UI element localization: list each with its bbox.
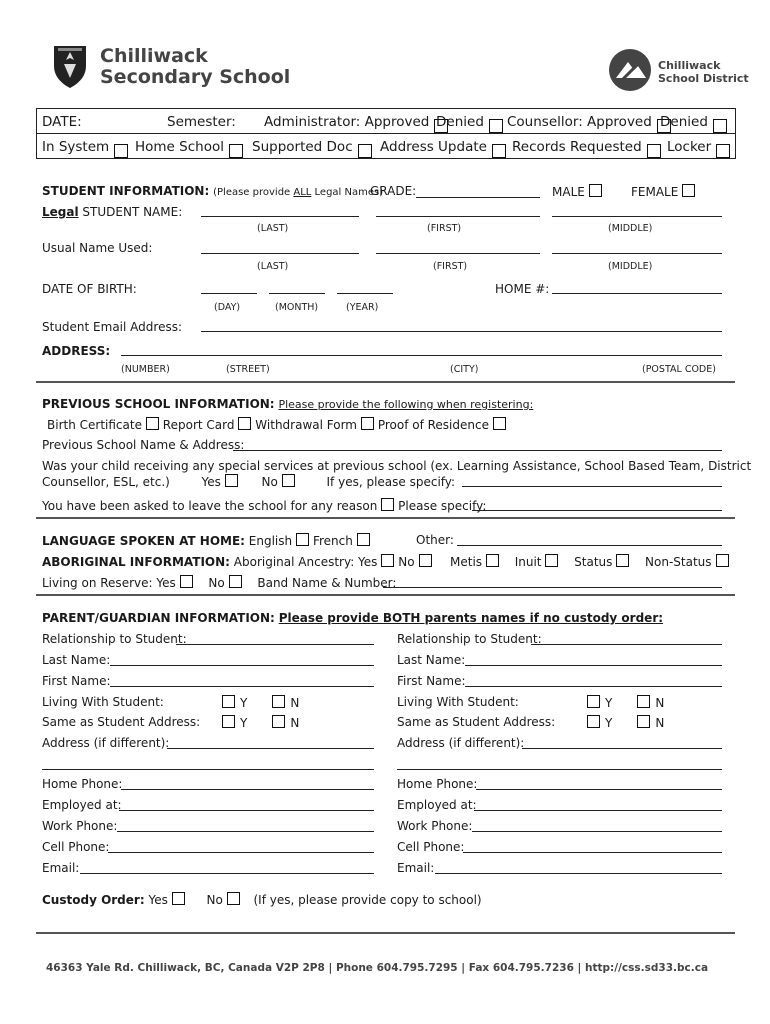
p2-last-name-field[interactable] — [465, 665, 722, 666]
p1-living-yes-checkbox[interactable] — [222, 695, 235, 708]
home-school-checkbox[interactable] — [229, 144, 243, 158]
grade-field[interactable] — [416, 197, 540, 198]
aboriginal-no-label: No — [398, 555, 415, 569]
asked-to-leave-specify-field[interactable] — [472, 510, 722, 511]
language-heading: LANGUAGE SPOKEN AT HOME: — [42, 534, 245, 548]
p2-same-address-options — [587, 715, 664, 730]
p2-living-with-label: Living With Student: — [397, 695, 519, 709]
band-label: Band Name & Number: — [257, 576, 397, 590]
p2-work-phone-label: Work Phone: — [397, 819, 473, 833]
p1-address-label: Address (if different): — [42, 736, 170, 750]
french-checkbox[interactable] — [357, 533, 370, 546]
male-option — [552, 184, 602, 199]
non-status-label: Non-Status — [645, 555, 712, 569]
legal-name-label — [42, 205, 182, 219]
band-name-field[interactable] — [383, 587, 722, 588]
p1-employed-field[interactable] — [119, 810, 374, 811]
address-street-caption: (STREET) — [226, 364, 270, 375]
home-phone-label: HOME #: — [495, 282, 550, 296]
language-other-field[interactable] — [457, 545, 722, 546]
custody-row — [42, 892, 482, 907]
address-update-checkbox[interactable] — [492, 144, 506, 158]
p1-last-name-label: Last Name: — [42, 653, 111, 667]
p2-first-name-label: First Name: — [397, 674, 466, 688]
usual-last-name-field[interactable] — [201, 253, 359, 254]
p1-living-with-label: Living With Student: — [42, 695, 164, 709]
special-services-text-1: Was your child receiving any special services at previous school (ex. Learning Assistance, School Based Team, District — [42, 459, 752, 473]
counsellor-denied — [660, 114, 708, 130]
usual-name-label: Usual Name Used: — [42, 241, 153, 255]
p1-first-name-label: First Name: — [42, 674, 111, 688]
p1-email-label: Email: — [42, 861, 80, 875]
p2-relationship-field[interactable] — [531, 644, 722, 645]
p2-relationship-label: Relationship to Student: — [397, 632, 542, 646]
dob-day-caption: (DAY) — [214, 302, 241, 313]
p2-employed-label: Employed at: — [397, 798, 477, 812]
aboriginal-yes-checkbox[interactable] — [381, 554, 394, 567]
district-name-line1: Chilliwack — [658, 59, 721, 72]
special-services-specify-field[interactable] — [462, 486, 722, 487]
p2-address-field[interactable] — [522, 748, 722, 749]
p2-same-yes-label: Y — [605, 716, 613, 730]
legal-last-caption: (LAST) — [257, 223, 289, 234]
usual-middle-name-field[interactable] — [552, 253, 722, 254]
supported-doc — [252, 139, 353, 155]
asked-to-leave-specify-label: Please specify: — [398, 499, 487, 513]
records-requested-label: Records Requested — [512, 139, 642, 155]
documents-row — [47, 417, 506, 432]
custody-yes-checkbox[interactable] — [172, 892, 185, 905]
p2-home-phone-label: Home Phone: — [397, 777, 478, 791]
student-email-field[interactable] — [201, 331, 722, 332]
usual-first-caption: (FIRST) — [433, 261, 468, 272]
p1-address-field[interactable] — [167, 748, 374, 749]
legal-label: Legal — [42, 205, 79, 219]
home-number-field[interactable] — [552, 293, 722, 294]
dob-month-field[interactable] — [269, 293, 325, 294]
special-services-no-label: No — [261, 475, 278, 489]
address-number-caption: (NUMBER) — [121, 364, 170, 375]
p2-cell-phone-label: Cell Phone: — [397, 840, 465, 854]
district-logo — [608, 48, 652, 92]
p2-last-name-label: Last Name: — [397, 653, 466, 667]
status-checkbox[interactable] — [616, 554, 629, 567]
p1-address-field-2[interactable] — [42, 769, 374, 770]
divider — [36, 932, 735, 934]
usual-last-caption: (LAST) — [257, 261, 289, 272]
p1-relationship-field[interactable] — [176, 644, 374, 645]
address-update — [380, 139, 487, 155]
p1-first-name-field[interactable] — [110, 686, 374, 687]
withdrawal-form-label: Withdrawal Form — [255, 418, 357, 432]
student-info-heading: STUDENT INFORMATION: — [42, 184, 210, 198]
office-use-row-2 — [37, 134, 735, 158]
supported-doc-label: Supported Doc — [252, 139, 353, 155]
administrator-approved-label: Administrator: Approved — [264, 114, 430, 130]
p1-living-with-options — [222, 695, 299, 710]
birth-certificate-label: Birth Certificate — [47, 418, 142, 432]
p2-same-no-checkbox[interactable] — [637, 715, 650, 728]
custody-label: Custody Order: — [42, 893, 145, 907]
previous-school-note: Please provide the following when registering: — [278, 398, 534, 411]
special-services-no-checkbox[interactable] — [282, 474, 295, 487]
p1-work-phone-label: Work Phone: — [42, 819, 118, 833]
semester-label: Semester: — [167, 114, 236, 130]
school-crest-logo — [50, 44, 90, 90]
p1-home-phone-label: Home Phone: — [42, 777, 123, 791]
asked-to-leave-row — [42, 498, 486, 513]
p2-address-field-2[interactable] — [397, 769, 722, 770]
address-update-label: Address Update — [380, 139, 487, 155]
p1-same-yes-checkbox[interactable] — [222, 715, 235, 728]
reserve-yes-label: Living on Reserve: Yes — [42, 576, 176, 590]
special-services-specify-label: If yes, please specify: — [326, 475, 456, 489]
legal-last-name-field[interactable] — [201, 216, 359, 217]
legal-first-name-field[interactable] — [376, 216, 540, 217]
birth-certificate-checkbox[interactable] — [146, 417, 159, 430]
usual-first-name-field[interactable] — [376, 253, 540, 254]
district-name-line2: School District — [658, 72, 749, 85]
p2-email-field[interactable] — [435, 873, 722, 874]
p2-work-phone-field[interactable] — [472, 831, 722, 832]
address-postal-caption: (POSTAL CODE) — [642, 364, 716, 375]
report-card-label: Report Card — [162, 418, 235, 432]
p2-same-no-label: N — [655, 716, 665, 730]
locker-label: Locker — [667, 139, 712, 155]
dob-label: DATE OF BIRTH: — [42, 282, 137, 296]
p1-relationship-label: Relationship to Student: — [42, 632, 187, 646]
p1-work-phone-field[interactable] — [117, 831, 374, 832]
grade-label: GRADE: — [370, 184, 417, 198]
counsellor-approved — [507, 114, 652, 130]
p2-home-phone-field[interactable] — [476, 789, 722, 790]
counsellor-denied-label: Denied — [660, 114, 708, 130]
p1-cell-phone-field[interactable] — [108, 852, 374, 853]
p2-living-no-checkbox[interactable] — [637, 695, 650, 708]
previous-school-name-field[interactable] — [233, 450, 722, 451]
english-checkbox[interactable] — [296, 533, 309, 546]
supported-doc-checkbox[interactable] — [358, 144, 372, 158]
p1-same-address-options — [222, 715, 299, 730]
p1-last-name-field[interactable] — [110, 665, 374, 666]
previous-school-heading: PREVIOUS SCHOOL INFORMATION: — [42, 397, 275, 411]
special-services-text-2: Counsellor, ESL, etc.) — [42, 475, 170, 489]
asked-to-leave-label: You have been asked to leave the school for any reason — [42, 499, 378, 513]
reserve-no-checkbox[interactable] — [229, 575, 242, 588]
female-checkbox[interactable] — [682, 184, 695, 197]
administrator-denied — [436, 114, 484, 130]
p2-cell-phone-field[interactable] — [463, 852, 722, 853]
note-post: Legal Names) — [311, 187, 384, 198]
p1-living-no-label: N — [290, 696, 300, 710]
inuit-label: Inuit — [514, 555, 542, 569]
p2-first-name-field[interactable] — [465, 686, 722, 687]
administrator-denied-label: Denied — [436, 114, 484, 130]
metis-label: Metis — [450, 555, 483, 569]
p1-employed-label: Employed at: — [42, 798, 122, 812]
school-name-line2: Secondary School — [100, 66, 291, 88]
aboriginal-no-checkbox[interactable] — [419, 554, 432, 567]
address-city-caption: (CITY) — [450, 364, 479, 375]
dob-day-field[interactable] — [201, 293, 257, 294]
divider — [36, 381, 735, 383]
reserve-no-label: No — [208, 576, 225, 590]
p2-living-with-options — [587, 695, 664, 710]
dob-month-caption: (MONTH) — [275, 302, 319, 313]
p1-home-phone-field[interactable] — [121, 789, 374, 790]
p2-same-yes-checkbox[interactable] — [587, 715, 600, 728]
male-label: MALE — [552, 185, 585, 199]
language-row — [42, 533, 370, 548]
male-checkbox[interactable] — [589, 184, 602, 197]
metis-checkbox[interactable] — [486, 554, 499, 567]
address-field[interactable] — [121, 355, 722, 356]
counsellor-denied-checkbox[interactable] — [713, 119, 727, 133]
parent-note: Please provide BOTH parents names if no custody order: — [278, 611, 664, 625]
dob-year-field[interactable] — [337, 293, 393, 294]
french-label: French — [312, 534, 353, 548]
legal-middle-name-field[interactable] — [552, 216, 722, 217]
in-system — [42, 139, 109, 155]
office-use-box — [36, 108, 736, 159]
custody-no-label: No — [206, 893, 223, 907]
home-school — [135, 139, 224, 155]
non-status-checkbox[interactable] — [716, 554, 729, 567]
p1-email-field[interactable] — [80, 873, 374, 874]
aboriginal-types-row — [450, 554, 729, 569]
aboriginal-yes-label: Aboriginal Ancestry: Yes — [233, 555, 378, 569]
status-label: Status — [574, 555, 613, 569]
p1-cell-phone-label: Cell Phone: — [42, 840, 110, 854]
legal-middle-caption: (MIDDLE) — [608, 223, 653, 234]
p2-email-label: Email: — [397, 861, 435, 875]
asked-to-leave-checkbox[interactable] — [381, 498, 394, 511]
p1-same-address-label: Same as Student Address: — [42, 715, 201, 729]
usual-middle-caption: (MIDDLE) — [608, 261, 653, 272]
p1-same-no-label: N — [290, 716, 300, 730]
previous-school-name-label: Previous School Name & Address: — [42, 438, 245, 452]
p2-employed-field[interactable] — [474, 810, 722, 811]
address-label: ADDRESS: — [42, 344, 111, 358]
dob-year-caption: (YEAR) — [346, 302, 379, 313]
p1-same-no-checkbox[interactable] — [272, 715, 285, 728]
special-services-yes-checkbox[interactable] — [225, 474, 238, 487]
custody-no-checkbox[interactable] — [227, 892, 240, 905]
inuit-checkbox[interactable] — [545, 554, 558, 567]
student-info-note — [213, 187, 383, 198]
student-email-label: Student Email Address: — [42, 320, 182, 334]
p1-living-no-checkbox[interactable] — [272, 695, 285, 708]
student-name-label: STUDENT NAME: — [78, 205, 183, 219]
counsellor-approved-label: Counsellor: Approved — [507, 114, 652, 130]
reserve-row — [42, 575, 396, 590]
english-label: English — [248, 534, 293, 548]
administrator-approved — [264, 114, 429, 130]
legal-first-caption: (FIRST) — [427, 223, 462, 234]
note-all: ALL — [293, 187, 312, 198]
p2-address-label: Address (if different): — [397, 736, 525, 750]
special-services-yes-label: Yes — [201, 475, 221, 489]
parent-header — [42, 611, 663, 625]
female-label: FEMALE — [631, 185, 679, 199]
reserve-yes-checkbox[interactable] — [180, 575, 193, 588]
p1-living-yes-label: Y — [240, 696, 248, 710]
p2-living-no-label: N — [655, 696, 665, 710]
locker-checkbox[interactable] — [716, 144, 730, 158]
administrator-denied-checkbox[interactable] — [489, 119, 503, 133]
custody-yes-label: Yes — [148, 893, 168, 907]
withdrawal-form-checkbox[interactable] — [361, 417, 374, 430]
aboriginal-heading: ABORIGINAL INFORMATION: — [42, 555, 230, 569]
records-requested-checkbox[interactable] — [647, 144, 661, 158]
p2-living-yes-label: Y — [605, 696, 613, 710]
home-school-label: Home School — [135, 139, 224, 155]
footer-contact: 46363 Yale Rd. Chilliwack, BC, Canada V2P 2P8 | Phone 604.795.7295 | Fax 604.795.7236 | http://css.sd33.bc.ca — [46, 962, 709, 974]
locker — [667, 139, 711, 155]
language-other-label: Other: — [416, 533, 454, 547]
divider — [36, 594, 735, 596]
office-use-row-1 — [37, 109, 735, 134]
special-services-row — [42, 474, 455, 489]
p2-same-address-label: Same as Student Address: — [397, 715, 556, 729]
date-label: DATE: — [42, 114, 82, 130]
proof-of-residence-label: Proof of Residence — [377, 418, 489, 432]
school-name-line1: Chilliwack — [100, 45, 208, 67]
student-info-header — [42, 184, 383, 198]
report-card-checkbox[interactable] — [238, 417, 251, 430]
custody-note: (If yes, please provide copy to school) — [253, 893, 482, 907]
proof-of-residence-checkbox[interactable] — [493, 417, 506, 430]
p2-living-yes-checkbox[interactable] — [587, 695, 600, 708]
note-pre: (Please provide — [213, 187, 294, 198]
in-system-checkbox[interactable] — [114, 144, 128, 158]
parent-heading: PARENT/GUARDIAN INFORMATION: — [42, 611, 275, 625]
records-requested — [512, 139, 642, 155]
divider — [36, 517, 735, 519]
p1-same-yes-label: Y — [240, 716, 248, 730]
previous-school-header — [42, 397, 533, 411]
aboriginal-row — [42, 554, 432, 569]
in-system-label: In System — [42, 139, 110, 155]
female-option — [631, 184, 695, 199]
